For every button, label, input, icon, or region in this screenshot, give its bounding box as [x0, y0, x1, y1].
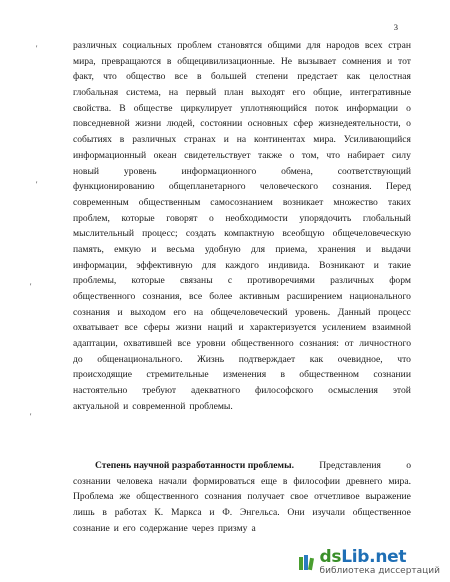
word: уровень: [123, 165, 157, 177]
word: свидетельствует: [184, 149, 251, 161]
word: обмена,: [281, 165, 313, 177]
word: Не: [280, 55, 293, 67]
word: которые: [131, 275, 165, 287]
word: и: [113, 522, 119, 534]
word: общими: [267, 40, 302, 51]
word: его: [122, 522, 136, 534]
word: связаны: [179, 275, 213, 287]
word: становятся: [217, 40, 263, 51]
word: о: [406, 102, 411, 114]
word: все: [124, 322, 138, 334]
word: проблемы,: [73, 275, 117, 287]
text-line: [73, 148, 411, 164]
word: уровень.: [295, 306, 331, 318]
margin-mark: ': [30, 282, 32, 291]
word: Перед: [385, 181, 411, 193]
word: эффективную: [136, 259, 193, 271]
word: индивида.: [268, 259, 310, 271]
watermark-subtitle: библиотека диссертаций: [319, 566, 440, 576]
word: емкую: [114, 243, 141, 255]
word: мира.: [388, 475, 411, 487]
word: характеризуется: [249, 322, 317, 334]
word: изучали: [312, 507, 345, 519]
word: которые: [121, 212, 155, 224]
word: уплотняющийся: [240, 102, 307, 114]
word: проблемы.: [189, 400, 233, 412]
word: личностного: [359, 338, 411, 350]
margin-mark: ': [36, 44, 38, 53]
text-line: [73, 458, 411, 474]
text-line: [73, 505, 411, 521]
word: множество: [333, 196, 378, 208]
word: и: [123, 400, 129, 412]
word: общественного: [231, 338, 294, 350]
word: народов: [326, 40, 360, 51]
word: что: [326, 149, 341, 161]
word: свойства.: [73, 102, 112, 114]
word: охватившей: [123, 338, 172, 350]
text-line: [73, 320, 411, 336]
books-stack-icon: [298, 554, 316, 572]
word: и: [365, 243, 371, 255]
word: изменения: [222, 369, 267, 381]
text-line: [73, 164, 411, 180]
word: лишь: [73, 507, 95, 519]
word: хранения: [317, 243, 356, 255]
word: формироваться: [192, 475, 255, 487]
text-line: [73, 474, 411, 490]
text-line: [73, 179, 411, 195]
text-line: [73, 305, 411, 321]
word: проблем,: [73, 212, 110, 224]
word: вызывает: [297, 55, 337, 67]
word: все: [174, 71, 188, 83]
word: в: [282, 475, 288, 487]
word: в: [197, 71, 202, 83]
margin-mark: ': [36, 180, 38, 189]
word: и: [373, 259, 379, 271]
text-line: [73, 289, 411, 305]
word: мира,: [73, 55, 96, 67]
word: Маркса: [170, 507, 202, 519]
word: современным: [73, 196, 129, 208]
word: новый: [73, 165, 100, 177]
word: национального: [349, 291, 411, 302]
word: его: [292, 87, 306, 99]
word: глобальная: [73, 87, 119, 99]
word: соответствующий: [337, 165, 411, 177]
word: современной: [132, 400, 186, 412]
word: различных: [330, 275, 375, 287]
word: все: [177, 338, 191, 350]
word: Жизнь: [197, 353, 225, 365]
word: проблем: [177, 40, 212, 51]
word: и: [238, 322, 244, 334]
word: охватывает: [73, 322, 119, 334]
word: приема,: [275, 243, 308, 255]
word: состоянии: [200, 118, 243, 130]
word: до: [73, 353, 83, 365]
word: для: [250, 243, 266, 255]
word: Проблема: [73, 491, 114, 503]
word: настоятельно: [73, 385, 128, 397]
word: наций: [207, 322, 233, 334]
word: общественным: [138, 196, 201, 208]
text-line: [73, 521, 411, 537]
word: Ф.: [222, 507, 233, 519]
text-line: [73, 399, 411, 415]
word: получает: [247, 491, 285, 503]
word: общественное: [352, 507, 411, 519]
word: жизнедеятельности,: [318, 118, 401, 130]
word: различных: [73, 40, 117, 51]
watermark-brand: dsLib.net: [319, 547, 407, 567]
word: всеобщую: [282, 228, 325, 240]
word: система,: [126, 87, 161, 99]
text-line: [73, 242, 411, 258]
word: в: [166, 55, 172, 67]
word: основных: [247, 118, 288, 130]
text-line: [73, 352, 411, 368]
word: требуют: [142, 385, 177, 397]
word: информации,: [73, 259, 127, 271]
text-line: [73, 489, 411, 505]
word: степени: [255, 71, 288, 83]
word: и: [223, 134, 229, 146]
word: и: [117, 306, 123, 318]
word: отчетливое: [314, 491, 360, 503]
word: предстает: [297, 71, 338, 83]
word: общественного: [136, 491, 199, 503]
word: сознании: [373, 369, 411, 381]
word: все: [188, 291, 203, 302]
word: также: [257, 149, 282, 161]
word: сознание: [73, 522, 110, 534]
word: на: [236, 134, 247, 146]
word: жизни: [135, 118, 162, 130]
text-line: [73, 273, 411, 289]
word: первый: [185, 87, 217, 99]
word: для: [306, 40, 321, 51]
word: необходимости: [225, 212, 288, 224]
word: информационного: [181, 165, 257, 177]
word: происходящие: [73, 369, 133, 381]
word: социальных: [122, 40, 172, 51]
word: от: [344, 338, 354, 350]
text-line: [73, 54, 411, 70]
word: свое: [290, 491, 309, 503]
word: о: [209, 212, 214, 224]
text-line: [73, 132, 411, 148]
text-line: [73, 367, 411, 383]
word: с: [227, 275, 233, 287]
word: философии: [293, 475, 341, 487]
word: стран: [388, 40, 411, 51]
word: о: [289, 149, 295, 161]
word: общие,: [313, 87, 342, 99]
text-line: [73, 195, 411, 211]
word: и: [209, 507, 215, 519]
word: выдачи: [381, 243, 411, 255]
word: функционированию: [73, 181, 155, 193]
word: континентах: [254, 134, 306, 146]
word: для: [201, 259, 216, 271]
text-line: [73, 69, 411, 85]
word: адаптации,: [73, 338, 118, 350]
word: как: [309, 353, 324, 365]
word: создать: [185, 228, 216, 240]
word: человека: [116, 475, 153, 487]
word: удобную: [204, 243, 241, 255]
word: событиях: [73, 134, 112, 146]
word: обществе: [133, 102, 173, 114]
word: Они: [287, 507, 305, 519]
word: Данный: [337, 306, 371, 318]
word: философского: [255, 385, 314, 397]
word: содержание: [139, 522, 188, 534]
text-line: [73, 383, 411, 399]
margin-mark: ': [30, 412, 32, 421]
word: различных: [132, 134, 177, 146]
paragraph-research-status: [73, 458, 411, 536]
word: память,: [73, 243, 104, 255]
word: общество: [126, 71, 166, 83]
word: весьма: [166, 243, 195, 255]
word: общецивилизационные.: [177, 55, 275, 67]
word: упорядочить: [299, 212, 352, 224]
word: а: [251, 522, 256, 534]
word: таких: [387, 196, 411, 208]
word: начали: [158, 475, 187, 487]
page-number: 3: [393, 22, 398, 32]
word: информации: [346, 102, 399, 114]
word: адекватного: [191, 385, 241, 397]
word: о: [406, 118, 411, 130]
word: факт,: [73, 71, 94, 83]
word: мира.: [313, 134, 336, 146]
word: глобальный: [362, 212, 411, 224]
word: активным: [239, 291, 280, 302]
word: людей,: [166, 118, 195, 130]
word: каждого: [225, 259, 259, 271]
word: сознания.: [332, 181, 372, 193]
word: повседневной: [73, 118, 130, 130]
word: сознания: [204, 491, 242, 503]
word: процесс: [378, 306, 411, 318]
word: такие: [388, 259, 411, 271]
word: выражение: [365, 491, 411, 503]
word: через: [191, 522, 214, 534]
word: уровни: [196, 338, 226, 350]
word: странах: [184, 134, 216, 146]
word: в: [119, 134, 125, 146]
word: большей: [210, 71, 247, 83]
word: Энгельса.: [239, 507, 280, 519]
word: взаимной: [372, 322, 411, 334]
word: мыслительный: [73, 228, 135, 240]
word: сферы: [143, 322, 170, 334]
word: на: [168, 87, 179, 99]
text-line: [73, 116, 411, 132]
word: превращаются: [101, 55, 161, 67]
word: еще: [260, 475, 277, 487]
word: более: [209, 291, 233, 302]
word: подтверждает: [238, 353, 296, 365]
word: поток: [315, 102, 339, 114]
word: общественного: [73, 291, 136, 302]
word: сомнения: [342, 55, 382, 67]
section-heading-inline: Степень научной разработанности проблемы.: [95, 460, 294, 471]
word: в: [102, 507, 107, 519]
word: сознании: [73, 475, 111, 487]
word: расширением: [286, 291, 343, 302]
word: целостная: [369, 71, 411, 83]
word: общественном: [299, 369, 359, 381]
word: на: [193, 306, 204, 318]
word: циркулирует: [180, 102, 233, 114]
word: силу: [391, 149, 411, 161]
word: всех: [364, 40, 383, 51]
word: работах: [114, 507, 147, 519]
word: выходят: [251, 87, 285, 99]
word: говорят: [166, 212, 198, 224]
text-line: [73, 38, 411, 54]
word: том,: [301, 149, 319, 161]
word: К.: [154, 507, 164, 519]
word: Представления: [319, 460, 381, 471]
word: и: [387, 55, 393, 67]
word: интегративные: [349, 87, 411, 99]
word: же: [119, 491, 131, 503]
word: очевидное,: [337, 353, 383, 365]
word: о: [406, 460, 411, 471]
word: информационный: [73, 149, 147, 161]
word: призму: [217, 522, 248, 534]
text-line: [73, 211, 411, 227]
word: человеческого: [259, 181, 319, 193]
word: набирает: [347, 149, 385, 161]
word: стремительные: [146, 369, 209, 381]
word: древнего: [346, 475, 383, 487]
word: возникает: [282, 196, 324, 208]
word: сфер: [293, 118, 314, 130]
word: общечеловеческую: [332, 228, 411, 240]
word: в: [280, 369, 285, 381]
word: и: [151, 243, 157, 255]
word: что: [397, 353, 411, 365]
dslib-watermark: [298, 549, 440, 576]
word: усилением: [322, 322, 367, 334]
word: выходом: [130, 306, 166, 318]
word: тот: [398, 55, 411, 67]
word: его: [173, 306, 187, 318]
word: В: [119, 102, 126, 114]
word: общенационального.: [97, 353, 183, 365]
word: этой: [392, 385, 411, 397]
text-line: [73, 258, 411, 274]
paragraph-intro: [73, 38, 411, 415]
word: что: [103, 71, 117, 83]
word: компактную: [224, 228, 275, 240]
word: общечеловеческий: [210, 306, 288, 318]
word: сознания,: [142, 291, 182, 302]
word: осмысления: [328, 385, 378, 397]
word: процесс;: [142, 228, 178, 240]
word: Возникают: [319, 259, 365, 271]
text-line: [73, 336, 411, 352]
word: противоречиями: [247, 275, 315, 287]
text-line: [73, 85, 411, 101]
word: как: [346, 71, 361, 83]
word: океан: [153, 149, 177, 161]
word: жизни: [175, 322, 202, 334]
text-line: [73, 226, 411, 242]
word: актуальной: [73, 400, 120, 412]
word: самосознанием: [210, 196, 273, 208]
word: форм: [389, 275, 411, 287]
word: сознания: [73, 306, 110, 318]
word: план: [224, 87, 244, 99]
word: сознания:: [299, 338, 339, 350]
word: Усиливающийся: [343, 134, 411, 146]
word: общепланетарного: [168, 181, 246, 193]
text-line: [73, 101, 411, 117]
